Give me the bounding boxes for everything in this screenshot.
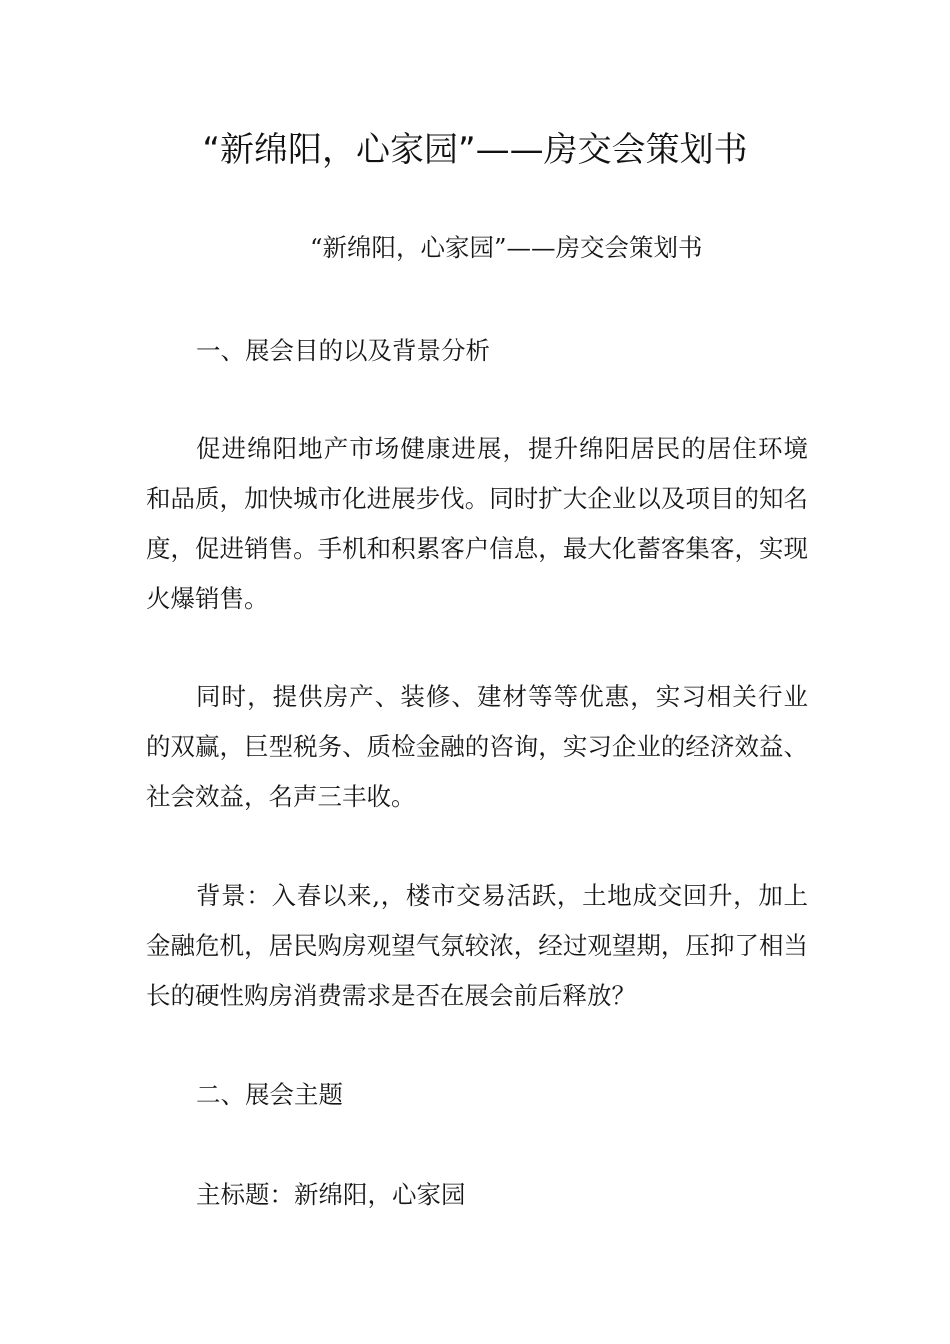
paragraph-purpose: 促进绵阳地产市场健康进展，提升绵阳居民的居住环境和品质，加快城市化进展步伐。同时扩大企业以及项目的知名度，促进销售。手机和积累客户信息，最大化蓄客集客，实现火爆销售。 — [146, 434, 808, 613]
main-title-line: 主标题：新绵阳，心家园 — [196, 1180, 466, 1209]
section-heading-theme: 二、展会主题 — [196, 1080, 343, 1109]
paragraph-background: 背景：入春以来,，楼市交易活跃，土地成交回升，加上金融危机，居民购房观望气氛较浓，经过观望期，压抑了相当长的硬性购房消费需求是否在展会前后释放？ — [146, 881, 808, 1010]
paragraph-benefits: 同时，提供房产、装修、建材等等优惠，实习相关行业的双赢，巨型税务、质检金融的咨询，实习企业的经济效益、社会效益，名声三丰收。 — [146, 682, 808, 811]
section-heading-purpose: 一、展会目的以及背景分析 — [196, 336, 490, 365]
document-subtitle: “新绵阳，心家园”——房交会策划书 — [310, 233, 703, 262]
document-title: “新绵阳，心家园”——房交会策划书 — [202, 130, 748, 170]
